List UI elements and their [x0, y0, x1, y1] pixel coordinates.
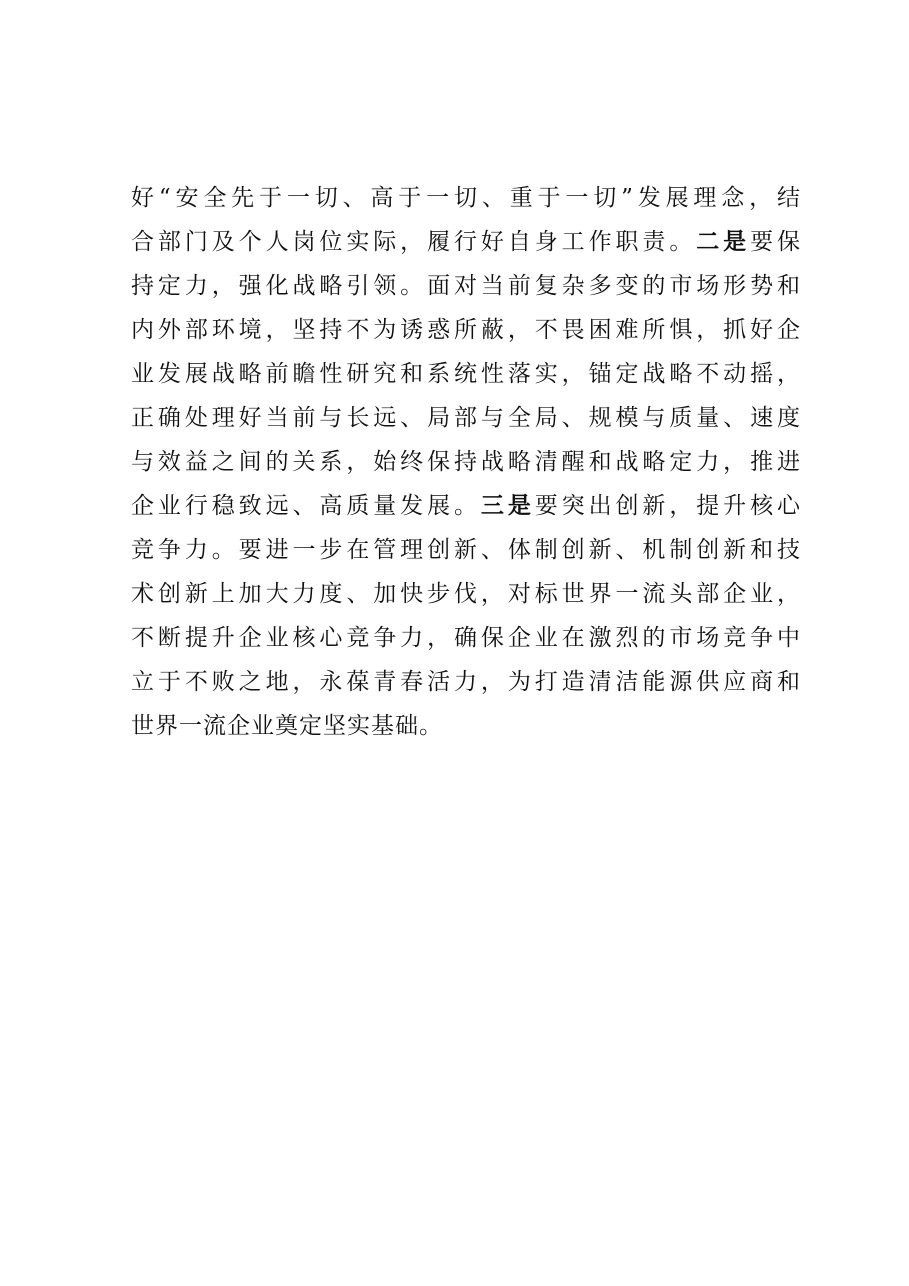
text-line [131, 176, 801, 220]
text-segment: 好“安全先于一切、高于一切、重于一切”发展理念，结 [131, 185, 801, 211]
text-line [131, 484, 801, 528]
text-segment: 与效益之间的关系，始终保持战略清醒和战略定力，推进 [131, 449, 801, 475]
text-segment: 世界一流企业奠定坚实基础。 [131, 713, 443, 739]
text-line [131, 220, 801, 264]
text-line [131, 308, 801, 352]
text-segment: 不断提升企业核心竞争力，确保企业在激烈的市场竞争中 [131, 625, 801, 651]
bold-keyword: 三是 [480, 492, 535, 519]
text-segment: 企业行稳致远、高质量发展。 [131, 493, 481, 519]
text-segment: 正确处理好当前与长远、局部与全局、规模与质量、速度 [131, 405, 801, 431]
text-line [131, 616, 801, 660]
text-line [131, 528, 801, 572]
text-segment: 业发展战略前瞻性研究和系统性落实，锚定战略不动摇， [131, 361, 801, 387]
bold-keyword: 二是 [696, 228, 751, 255]
text-line [131, 264, 801, 308]
text-segment: 竞争力。要进一步在管理创新、体制创新、机制创新和技 [131, 537, 801, 563]
text-segment: 内外部环境，坚持不为诱惑所蔽，不畏困难所惧，抓好企 [131, 317, 801, 343]
text-line [131, 660, 801, 704]
text-segment: 持定力，强化战略引领。面对当前复杂多变的市场形势和 [131, 273, 801, 299]
text-line [131, 352, 801, 396]
text-line [131, 704, 801, 748]
text-line [131, 396, 801, 440]
text-line [131, 440, 801, 484]
text-segment: 立于不败之地，永葆青春活力，为打造清洁能源供应商和 [131, 669, 801, 695]
text-line [131, 572, 801, 616]
text-segment: 要保 [750, 229, 802, 255]
text-segment: 合部门及个人岗位实际，履行好自身工作职责。 [131, 229, 697, 255]
text-segment: 要突出创新，提升核心 [534, 493, 802, 519]
text-segment: 术创新上加大力度、加快步伐，对标世界一流头部企业， [131, 581, 801, 607]
body-paragraph [131, 176, 801, 748]
